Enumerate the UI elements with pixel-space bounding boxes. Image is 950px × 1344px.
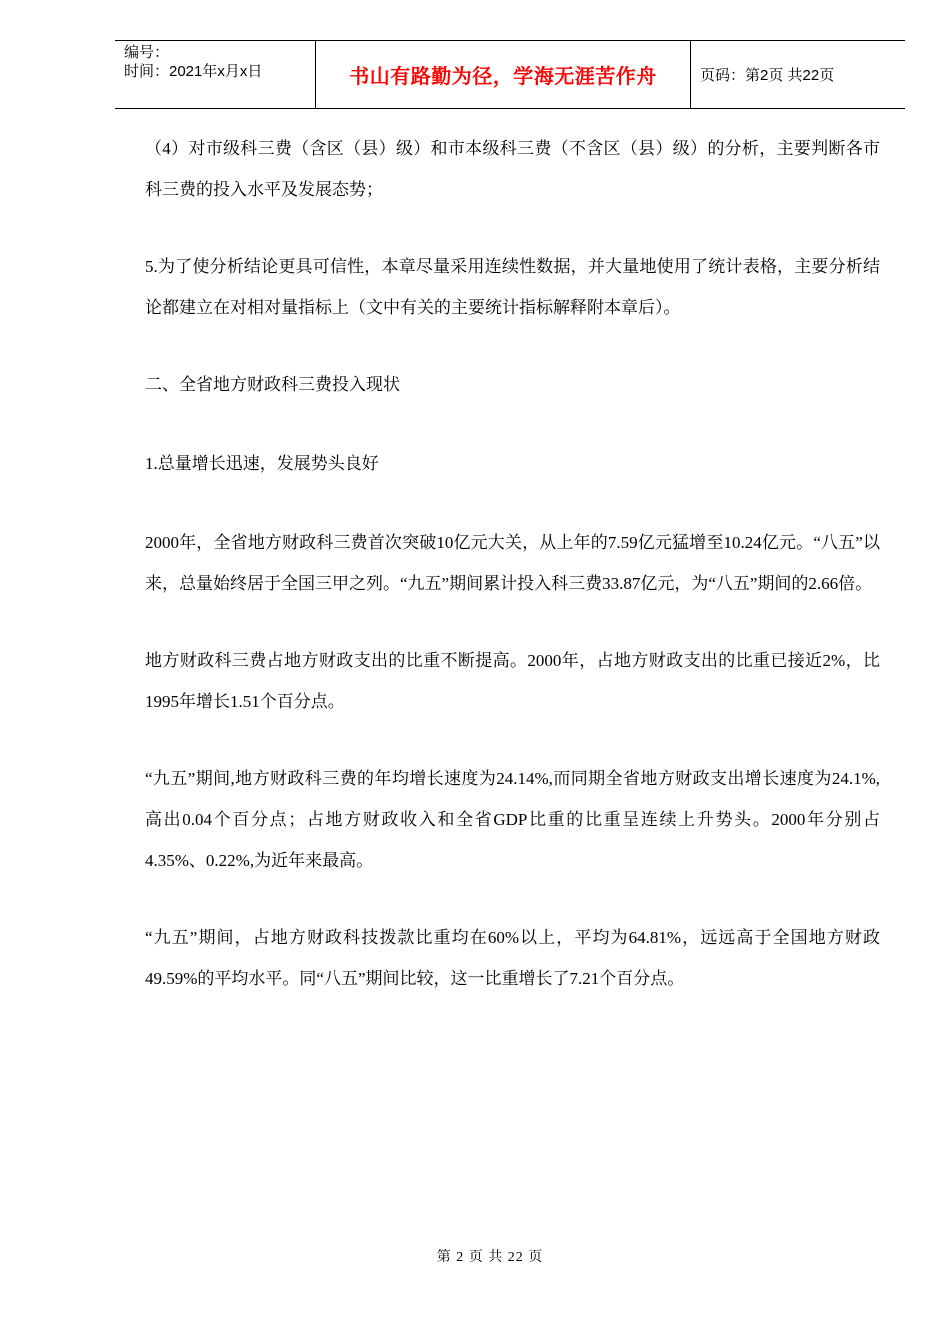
document-body (145, 128, 880, 1035)
page-header (115, 40, 905, 109)
paragraph-growth-rate: “九五”期间,地方财政科三费的年均增长速度为24.14%,而同期全省地方财政支出增长速度为24.1%,高出0.04个百分点；占地方财政收入和全省GDP比重的比重呈连续上升势头。2000年分别占4.35%、0.22%,为近年来最高。 (145, 769, 880, 870)
paragraph-analysis-scope: （4）对市级科三费（含区（县）级）和市本级科三费（不含区（县）级）的分析，主要判断各市科三费的投入水平及发展态势； (145, 139, 880, 199)
paragraph-method-note: 5.为了使分析结论更具可信性，本章尽量采用连续性数据，并大量地使用了统计表格，主要分析结论都建立在对相对量指标上（文中有关的主要统计指标解释附本章后）。 (145, 257, 880, 317)
subsection-heading: 1.总量增长迅速，发展势头良好 (145, 454, 379, 473)
paragraph-total-growth: 2000年，全省地方财政科三费首次突破10亿元大关，从上年的7.59亿元猛增至10.24亿元。“八五”以来，总量始终居于全国三甲之列。“九五”期间累计投入科三费33.87亿元，为“八五”期间的2.66倍。 (145, 533, 880, 593)
header-page-number: 页码：第2页 共22页 (700, 67, 835, 84)
document-number-label: 编号： (124, 44, 170, 61)
header-page-cell (690, 41, 905, 108)
paragraph-expenditure-share: 地方财政科三费占地方财政支出的比重不断提高。2000年，占地方财政支出的比重已接近2%，比1995年增长1.51个百分点。 (145, 651, 880, 711)
document-time-label: 时间：2021年x月x日 (124, 63, 263, 80)
header-motto-cell (315, 41, 691, 108)
section-heading: 二、全省地方财政科三费投入现状 (145, 375, 400, 394)
header-meta-cell (115, 41, 315, 108)
paragraph-tech-allocation-share: “九五”期间，占地方财政科技拨款比重均在60%以上，平均为64.81%，远远高于全国地方财政49.59%的平均水平。同“八五”期间比较，这一比重增长了7.21个百分点。 (145, 928, 880, 988)
header-motto: 书山有路勤为径，学海无涯苦作舟 (349, 64, 657, 88)
page-footer: 第 2 页 共 22 页 (436, 1250, 544, 1265)
